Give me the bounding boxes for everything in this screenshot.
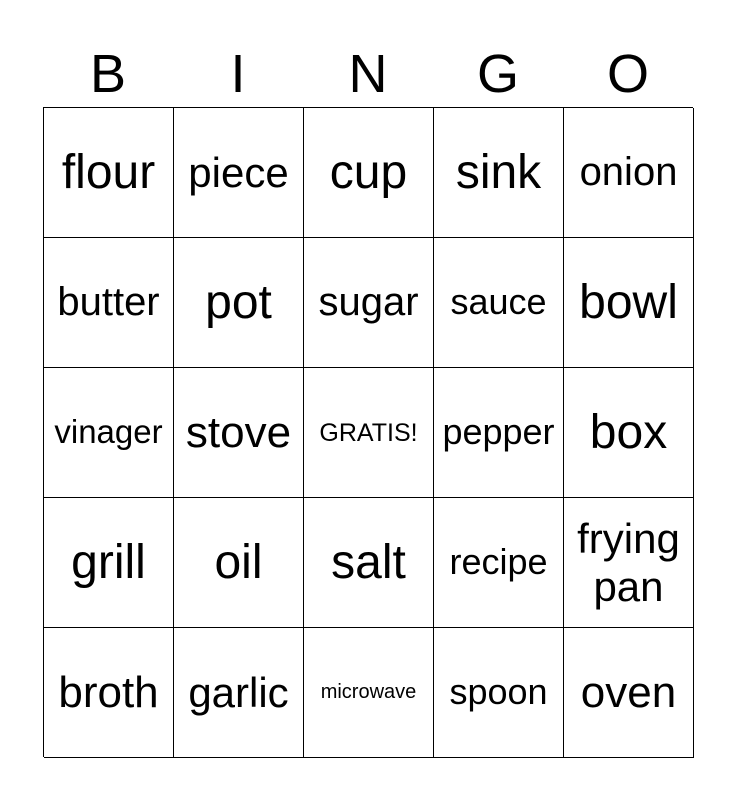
- bingo-cell[interactable]: spoon: [434, 628, 564, 758]
- bingo-cell[interactable]: frying pan: [564, 498, 694, 628]
- bingo-cell[interactable]: sugar: [304, 238, 434, 368]
- bingo-cell[interactable]: vinager: [44, 368, 174, 498]
- bingo-cell[interactable]: cup: [304, 108, 434, 238]
- header-letter-n: N: [348, 44, 388, 104]
- bingo-cell[interactable]: oven: [564, 628, 694, 758]
- header-letter-i: I: [230, 44, 246, 104]
- bingo-cell[interactable]: garlic: [174, 628, 304, 758]
- bingo-cell[interactable]: pepper: [434, 368, 564, 498]
- bingo-cell[interactable]: broth: [44, 628, 174, 758]
- bingo-board: [43, 107, 693, 757]
- bingo-cell[interactable]: box: [564, 368, 694, 498]
- bingo-cell[interactable]: microwave: [304, 628, 434, 758]
- bingo-cell[interactable]: pot: [174, 238, 304, 368]
- bingo-cell[interactable]: bowl: [564, 238, 694, 368]
- bingo-cell[interactable]: flour: [44, 108, 174, 238]
- header-letter-g: G: [476, 44, 519, 104]
- bingo-cell[interactable]: recipe: [434, 498, 564, 628]
- header-letter-o: O: [606, 44, 649, 104]
- bingo-cell[interactable]: onion: [564, 108, 694, 238]
- bingo-cell[interactable]: sauce: [434, 238, 564, 368]
- bingo-cell[interactable]: grill: [44, 498, 174, 628]
- bingo-cell[interactable]: piece: [174, 108, 304, 238]
- bingo-header: [43, 42, 693, 106]
- free-space-cell[interactable]: GRATIS!: [304, 368, 434, 498]
- bingo-cell[interactable]: butter: [44, 238, 174, 368]
- bingo-cell[interactable]: stove: [174, 368, 304, 498]
- header-letter-b: B: [89, 44, 127, 104]
- bingo-cell[interactable]: sink: [434, 108, 564, 238]
- bingo-cell[interactable]: salt: [304, 498, 434, 628]
- bingo-cell[interactable]: oil: [174, 498, 304, 628]
